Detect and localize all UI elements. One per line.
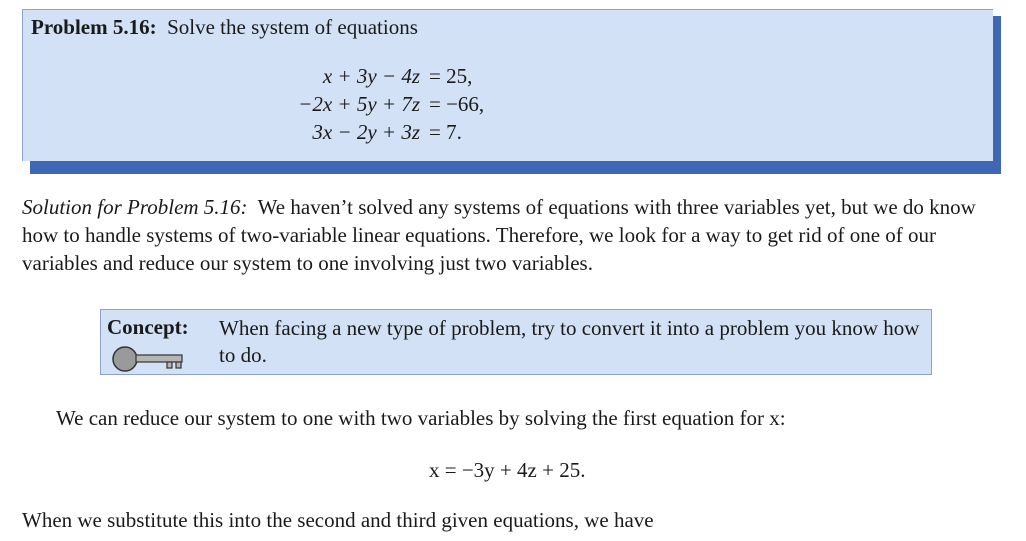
equation-row [23,64,993,92]
equation-row [23,120,993,148]
equation-rhs: = 7. [429,120,462,144]
key-icon [111,344,189,374]
paragraph-substitute: When we substitute this into the second and third given equations, we have [22,508,654,532]
problem-heading [31,15,418,40]
concept-box [100,309,932,375]
equation-rhs: = 25, [429,64,473,88]
problem-box-shadow-bottom [30,161,1001,174]
equation-lhs: 3x − 2y + 3z [312,120,420,144]
solution-text: We haven’t solved any systems of equations with three variables yet, but we do know how to handle systems of two-variable linear equations. Therefore, we look for a way to get rid of one of our variables and reduce our system to one involving just two variables. [22,195,976,275]
equation-lhs: x + 3y − 4z [322,64,420,88]
display-equation: x = −3y + 4z + 25. [429,458,586,482]
problem-label: Problem 5.16: [31,15,157,39]
problem-box-shadow-right [993,16,1001,174]
equation-row [23,92,993,120]
concept-text: When facing a new type of problem, try to convert it into a problem you know how to do. [219,316,920,367]
concept-label: Concept: [107,315,189,339]
solution-paragraph [22,193,1012,277]
equation-rhs: = −66, [429,92,485,116]
equation-system [23,64,993,148]
equation-lhs: −2x + 5y + 7z [298,92,420,116]
paragraph-reduce: We can reduce our system to one with two variables by solving the first equation for x: [56,406,786,430]
problem-box [22,9,993,161]
problem-prompt: Solve the system of equations [167,15,418,39]
solution-label: Solution for Problem 5.16: [22,195,248,219]
